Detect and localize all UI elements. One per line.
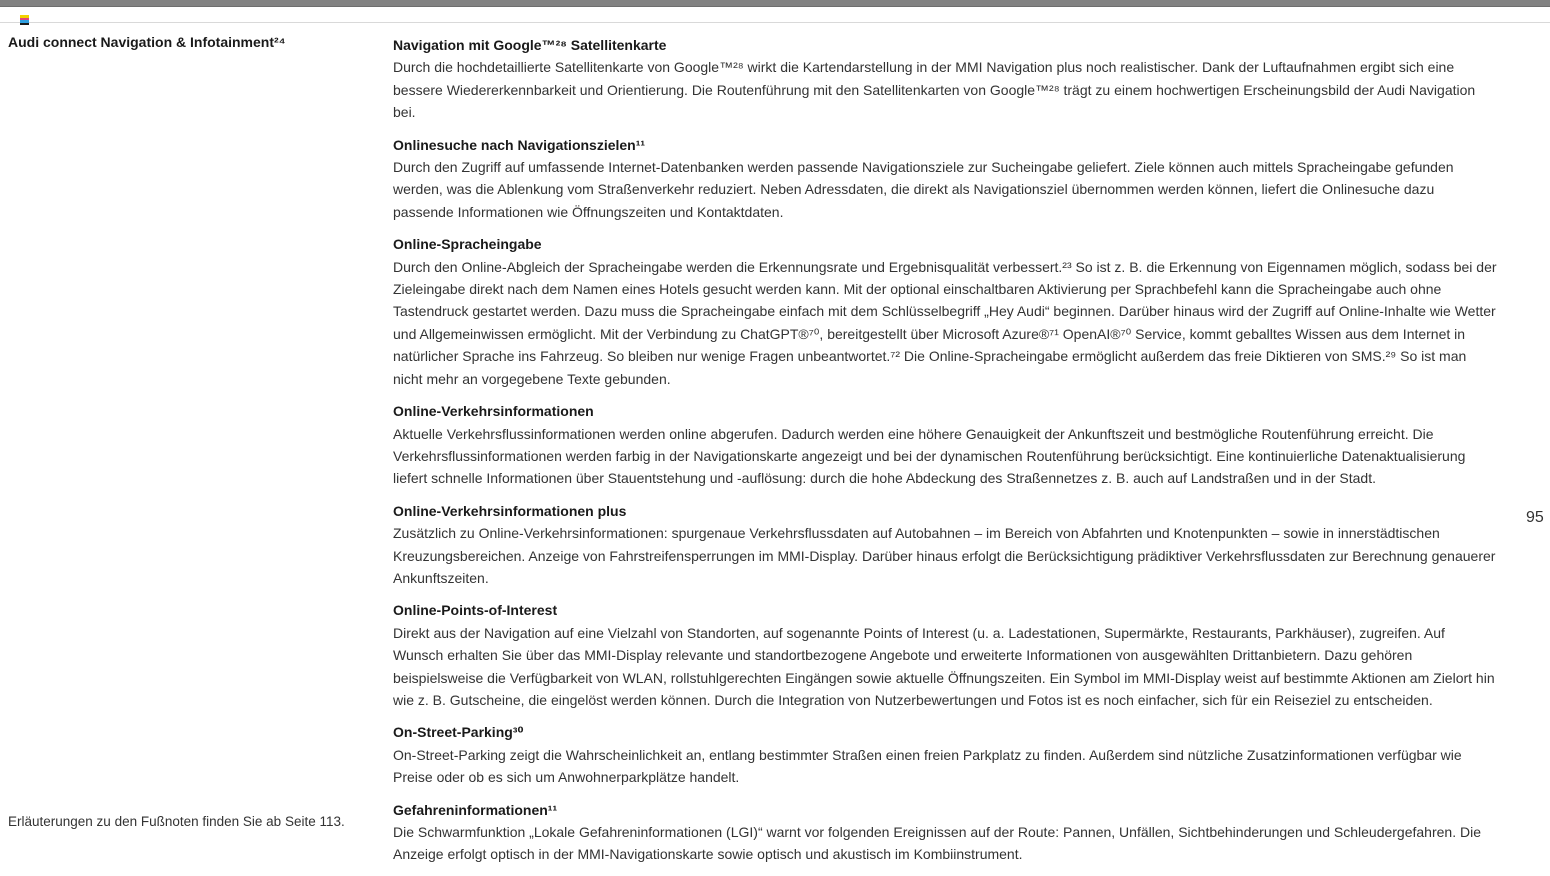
section-gefahreninformationen [393, 799, 1498, 866]
footnote-reference: Erläuterungen zu den Fußnoten finden Sie ab Seite 113. [8, 814, 345, 829]
section-heading: On-Street-Parking³⁰ [393, 724, 524, 741]
section-body: Durch den Online-Abgleich der Spracheingabe werden die Erkennungsrate und Ergebnisqualität verbessert.²³ So ist z. B. die Erkennung von Eigennamen möglich, sodass bei der Zieleingabe direkt nach dem Namen eines Hotels gesucht werden kann. Mit der optional einschaltbaren Aktivierung per Sprachbefehl kann die Spracheingabe auch ohne Tastendruck gestartet werden. Dazu muss die Spracheingabe einfach mit dem Schlüsselbegriff „Hey Audi“ beginnen. Darüber hinaus wird der Zugriff auf Online-Inhalte wie Wetter und Allgemeinwissen ermöglicht. Mit der Verbindung zu ChatGPT®⁷⁰, bereitgestellt über Microsoft Azure®⁷¹ OpenAI®⁷⁰ Service, kommt geballtes Wissen aus dem Internet in natürlicher Sprache ins Fahrzeug. So bleiben nur wenige Fragen unbeantwortet.⁷² Die Online-Spracheingabe ermöglicht außerdem das freie Diktieren von SMS.²⁹ So ist man nicht mehr an vorgegebene Texte gebunden. [393, 258, 1497, 387]
reg-stripe-black [20, 23, 29, 26]
section-body: Durch die hochdetaillierte Satellitenkarte von Google™²⁸ wirkt die Kartendarstellung in der MMI Navigation plus noch realistischer. Dank der Luftaufnahmen ergibt sich eine bessere Wiedererkennbarkeit und Orientierung. Die Routenführung mit den Satellitenkarten von Google™²⁸ trägt zu einem hochwertigen Erscheinungsbild der Audi Navigation bei. [393, 59, 1476, 121]
header-divider [0, 22, 1550, 23]
section-body: Zusätzlich zu Online-Verkehrsinformationen: spurgenaue Verkehrsflussdaten auf Autobahnen – im Bereich von Abfahrten und Knotenpunkten – sowie in innerstädtischen Kreuzungsbereichen. Anzeige von Fahrstreifensperrungen im MMI-Display. Darüber hinaus erfolgt die Berücksichtigung prädiktiver Verkehrsflussdaten zur Berechnung genauerer Ankunftszeiten. [393, 525, 1496, 586]
section-onlinesuche [393, 134, 1498, 224]
window-top-edge [0, 0, 1550, 7]
section-heading: Navigation mit Google™²⁸ Satellitenkarte [393, 37, 667, 53]
color-registration-icon [20, 15, 29, 25]
section-heading: Onlinesuche nach Navigationszielen¹¹ [393, 136, 646, 153]
section-body: On-Street-Parking zeigt die Wahrscheinlichkeit an, entlang bestimmter Straßen einen freien Parkplatz zu finden. Außerdem sind nützliche Zusatzinformationen verfügbar wie Preise oder ob es sich um Anwohnerparkplätze handelt. [393, 746, 1462, 786]
page-number: 95 [1526, 509, 1544, 526]
section-google-satellitenkarte [393, 34, 1498, 124]
section-heading: Online-Spracheingabe [393, 236, 542, 253]
section-body: Die Schwarmfunktion „Lokale Gefahreninformationen (LGI)“ warnt vor folgenden Ereignissen auf der Route: Pannen, Unfällen, Sichtbehinderungen und Schleudergefahren. Die Anzeige erfolgt optisch in der MMI-Navigationskarte sowie optisch und akustisch im Kombiinstrument. [393, 824, 1481, 863]
section-body: Direkt aus der Navigation auf eine Vielzahl von Standorten, auf sogenannte Points of Interest (u. a. Ladestationen, Supermärkte, Restaurants, Parkhäuser), zugreifen. Auf Wunsch erhalten Sie über das MMI-Display relevante und standortbezogene Angebote und erweiterte Informationen von ausgewählten Drittanbietern. Dazu gehören beispielsweise die Verfügbarkeit von WLAN, rollstuhlgerechten Eingängen sowie aktuelle Öffnungszeiten. Ein Symbol im MMI-Display weist auf bestimmte Aktionen am Zielort hin wie z. B. Gutscheine, die eingelöst werden können. Durch die Integration von Nutzerbewertungen und Fotos ist es noch einfacher, sich für ein Reiseziel zu entscheiden. [393, 624, 1495, 708]
page-title: Audi connect Navigation & Infotainment²⁴ [8, 34, 286, 50]
section-on-street-parking [393, 721, 1498, 788]
section-online-verkehrsinformationen-plus [393, 500, 1498, 590]
section-heading: Gefahreninformationen¹¹ [393, 801, 558, 818]
section-online-verkehrsinformationen [393, 400, 1498, 490]
section-heading: Online-Verkehrsinformationen plus [393, 502, 627, 519]
section-online-points-of-interest [393, 599, 1498, 711]
section-body: Aktuelle Verkehrsflussinformationen werden online abgerufen. Dadurch werden eine höhere Genauigkeit der Ankunftszeit und bestmögliche Routenführung erreicht. Die Verkehrsflussinformationen werden farbig in der Navigationskarte angezeigt und bei der dynamischen Routenführung berücksichtigt. Eine kontinuierliche Datenaktualisierung liefert schnelle Informationen über Stauentstehung und -auflösung: durch die hohe Abdeckung des Straßennetzes z. B. auch auf Landstraßen und in der Stadt. [393, 425, 1466, 487]
section-heading: Online-Verkehrsinformationen [393, 403, 594, 420]
section-body: Durch den Zugriff auf umfassende Internet-Datenbanken werden passende Navigationsziele zur Sucheingabe geliefert. Ziele können auch mittels Spracheingabe gefunden werden, was die Ablenkung vom Straßenverkehr reduziert. Neben Adressdaten, die direkt als Navigationsziel übernommen werden können, liefert die Onlinesuche dazu passende Informationen wie Öffnungszeiten und Kontaktdaten. [393, 159, 1454, 220]
content-column [393, 34, 1498, 876]
section-online-spracheingabe [393, 233, 1498, 390]
section-heading: Online-Points-of-Interest [393, 602, 558, 619]
